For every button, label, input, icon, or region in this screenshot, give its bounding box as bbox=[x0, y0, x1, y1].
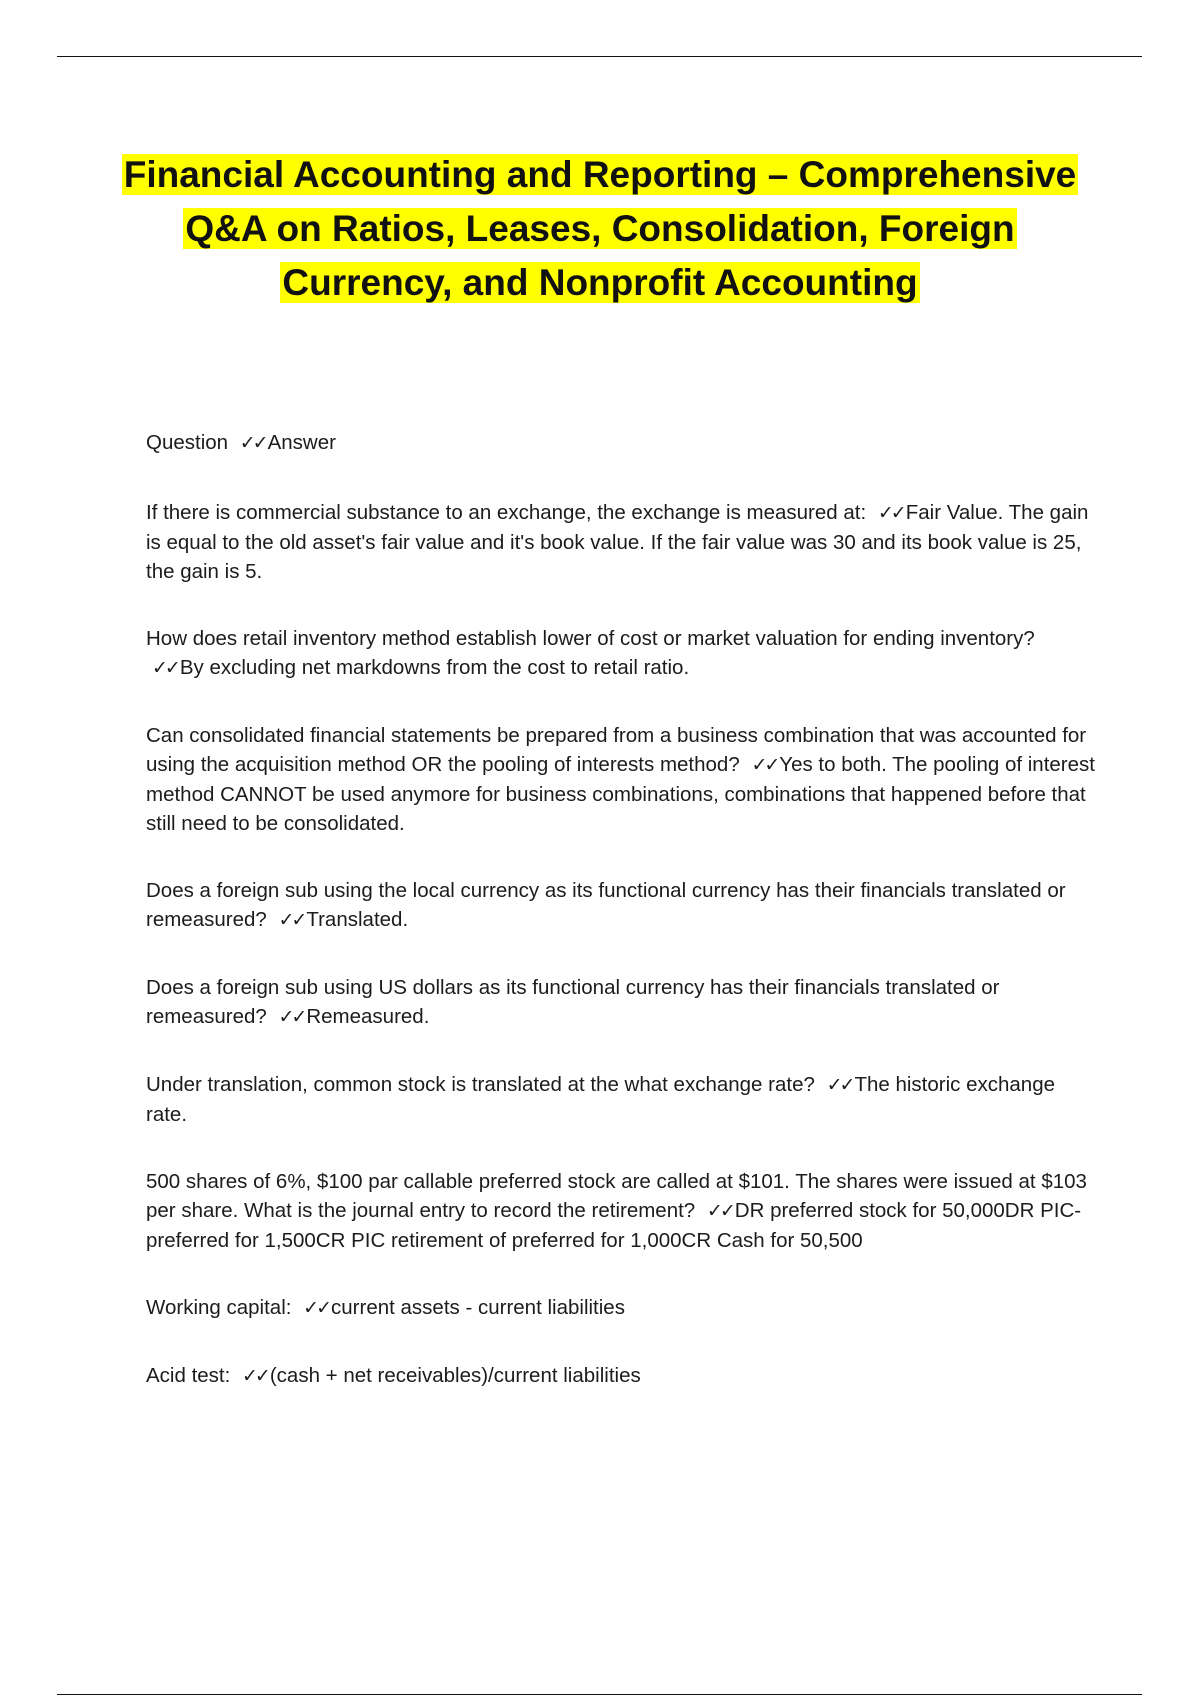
check-mark-icon: ✓✓ bbox=[152, 657, 178, 679]
qa-answer: current assets - current liabilities bbox=[331, 1296, 625, 1319]
qa-header bbox=[146, 428, 1096, 458]
qa-answer: Translated. bbox=[306, 908, 409, 931]
qa-question: Can consolidated financial statements be prepared from a business combination that was accounted for using the acquisition method OR the pooling of interests method? bbox=[146, 724, 1087, 776]
check-mark-icon: ✓✓ bbox=[278, 1006, 305, 1028]
top-rule bbox=[57, 56, 1142, 57]
qa-question: How does retail inventory method establish lower of cost or market valuation for ending inventory? bbox=[146, 627, 1035, 650]
check-mark-icon: ✓✓ bbox=[826, 1074, 853, 1096]
check-mark-icon: ✓✓ bbox=[303, 1297, 330, 1319]
title-block bbox=[120, 148, 1080, 310]
qa-answer: DR preferred stock for 50,000DR PIC-preferred for 1,500CR PIC retirement of preferred for 1,000CR Cash for 50,500 bbox=[146, 1199, 1082, 1252]
check-mark-icon: ✓✓ bbox=[278, 909, 305, 931]
qa-question: 500 shares of 6%, $100 par callable preferred stock are called at $101. The shares were issued at $103 per share. What is the journal entry to record the retirement? bbox=[146, 1170, 1087, 1222]
qa-item bbox=[146, 1167, 1096, 1255]
qa-item bbox=[146, 498, 1096, 586]
qa-item bbox=[146, 624, 1096, 683]
check-mark-icon: ✓✓ bbox=[706, 1200, 733, 1222]
qa-item bbox=[146, 1070, 1096, 1129]
answer-label: Answer bbox=[267, 431, 336, 454]
qa-question: Working capital: bbox=[146, 1296, 292, 1319]
qa-answer: Remeasured. bbox=[306, 1005, 430, 1028]
qa-item bbox=[146, 721, 1096, 838]
qa-item bbox=[146, 876, 1096, 935]
qa-question: Under translation, common stock is translated at the what exchange rate? bbox=[146, 1073, 815, 1096]
qa-question: Acid test: bbox=[146, 1364, 231, 1387]
check-mark-icon: ✓✓ bbox=[877, 502, 904, 524]
qa-answer: The historic exchange rate. bbox=[146, 1073, 1055, 1126]
check-mark-icon: ✓✓ bbox=[751, 754, 778, 776]
qa-answer: Yes to both. The pooling of interest method CANNOT be used anymore for business combinations, combinations that happened before that still need to be consolidated. bbox=[146, 753, 1095, 835]
question-label: Question bbox=[146, 431, 229, 454]
check-mark-icon: ✓✓ bbox=[242, 1365, 268, 1387]
document-title: Financial Accounting and Reporting – Comprehensive Q&A on Ratios, Leases, Consolidation, Foreign Currency, and Nonprofit Accounting bbox=[123, 154, 1077, 303]
qa-question: Does a foreign sub using US dollars as its functional currency has their financials translated or remeasured? bbox=[146, 976, 1000, 1028]
qa-item bbox=[146, 1361, 1096, 1391]
qa-answer: Fair Value. The gain is equal to the old asset's fair value and it's book value. If the fair value was 30 and its book value is 25, the gain is 5. bbox=[146, 501, 1089, 583]
qa-answer: (cash + net receivables)/current liabilities bbox=[269, 1364, 641, 1387]
qa-item bbox=[146, 973, 1096, 1032]
check-mark-icon: ✓✓ bbox=[239, 432, 266, 454]
qa-answer: By excluding net markdowns from the cost to retail ratio. bbox=[179, 656, 690, 679]
qa-body bbox=[146, 428, 1096, 1429]
qa-question: Does a foreign sub using the local currency as its functional currency has their financials translated or remeasured? bbox=[146, 879, 1066, 931]
bottom-rule bbox=[57, 1694, 1142, 1695]
qa-item bbox=[146, 1293, 1096, 1323]
qa-question: If there is commercial substance to an exchange, the exchange is measured at: bbox=[146, 501, 867, 524]
